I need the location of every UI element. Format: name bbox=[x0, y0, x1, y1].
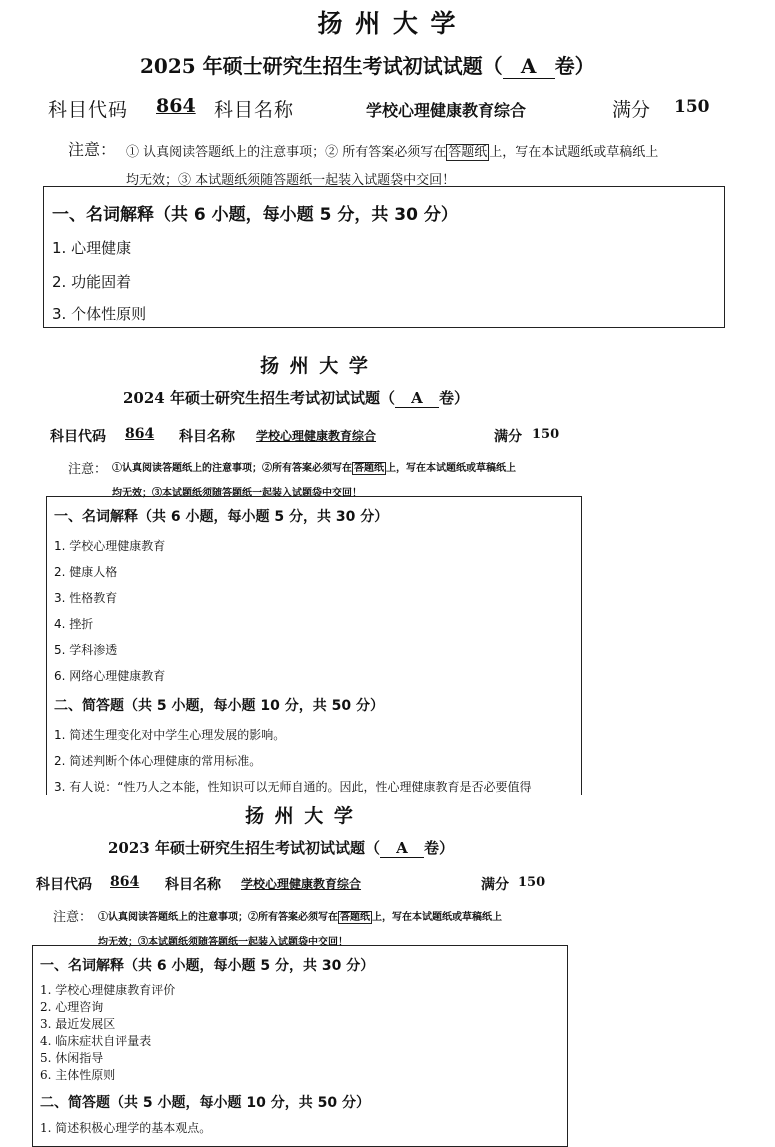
list-item: 2. 功能固着 bbox=[52, 273, 132, 291]
list-item: 2. 健康人格 bbox=[54, 565, 118, 579]
list-item: 5. 休闲指导 bbox=[40, 1051, 104, 1065]
notice-text-a: ①认真阅读答题纸上的注意事项；②所有答案必须写在 bbox=[112, 463, 352, 474]
subject-name: 学校心理健康教育综合 bbox=[241, 877, 362, 891]
list-item: 1. 学校心理健康教育 bbox=[54, 539, 166, 553]
list-item: 3. 有人说：“性乃人之本能，性知识可以无师自通的。因此，性心理健康教育是否必要值得 bbox=[54, 780, 532, 794]
paper-version: A bbox=[380, 839, 424, 858]
subject-code-label: 科目代码 bbox=[50, 429, 106, 445]
subject-name: 学校心理健康教育综合 bbox=[256, 429, 377, 443]
list-item: 2. 心理咨询 bbox=[40, 1000, 104, 1014]
list-item: 1. 简述生理变化对中学生心理发展的影响。 bbox=[54, 728, 286, 742]
answer-sheet-boxed: 答题纸 bbox=[354, 463, 384, 474]
exam-title-prefix: 2023 年硕士研究生招生考试初试试题（ bbox=[108, 839, 380, 857]
exam-2024-section bbox=[0, 345, 720, 795]
notice-label: 注意： bbox=[68, 140, 117, 159]
notice-line-2: 均无效；③ 本试题纸须随答题纸一起装入试题袋中交回！ bbox=[126, 173, 456, 188]
answer-sheet-boxed: 答题纸 bbox=[340, 912, 370, 923]
exam-title-prefix: 2025 年硕士研究生招生考试初试试题（ bbox=[140, 54, 503, 78]
section-2-title: 二、简答题（共 5 小题，每小题 10 分，共 50 分） bbox=[40, 1095, 370, 1111]
list-item: 3. 个体性原则 bbox=[52, 305, 147, 323]
notice-line-2: 均无效；③本试题纸须随答题纸一起装入试题袋中交回！ bbox=[112, 488, 362, 499]
full-score-label: 满分 bbox=[481, 877, 509, 893]
exam-title bbox=[140, 50, 595, 79]
list-item: 1. 心理健康 bbox=[52, 239, 132, 257]
list-item: 1. 学校心理健康教育评价 bbox=[40, 983, 176, 997]
notice-line-1 bbox=[98, 908, 502, 923]
subject-code: 864 bbox=[125, 426, 155, 442]
section-1-title: 一、名词解释（共 6 小题，每小题 5 分，共 30 分） bbox=[52, 205, 458, 225]
exam-title-suffix: 卷） bbox=[438, 389, 469, 407]
full-score-label: 满分 bbox=[612, 99, 651, 121]
notice-line-1 bbox=[126, 141, 658, 160]
notice-text-a: ① 认真阅读答题纸上的注意事项；② 所有答案必须写在 bbox=[126, 145, 447, 160]
notice-label: 注意： bbox=[68, 462, 108, 477]
section-2-title: 二、简答题（共 5 小题，每小题 10 分，共 50 分） bbox=[54, 698, 384, 714]
university-name: 扬 州 大 学 bbox=[260, 355, 370, 377]
list-item: 6. 网络心理健康教育 bbox=[54, 669, 166, 683]
exam-title-prefix: 2024 年硕士研究生招生考试初试试题（ bbox=[123, 389, 395, 407]
list-item: 3. 性格教育 bbox=[54, 591, 118, 605]
exam-title-suffix: 卷） bbox=[554, 54, 595, 78]
paper-version: A bbox=[395, 389, 439, 408]
notice-text-a: ①认真阅读答题纸上的注意事项；②所有答案必须写在 bbox=[98, 912, 338, 923]
full-score-label: 满分 bbox=[494, 429, 522, 445]
list-item: 1. 简述积极心理学的基本观点。 bbox=[40, 1121, 212, 1135]
subject-code-label: 科目代码 bbox=[48, 99, 129, 121]
university-name: 扬 州 大 学 bbox=[245, 805, 355, 827]
notice-label: 注意： bbox=[53, 910, 93, 925]
exam-title bbox=[108, 837, 454, 858]
exam-title bbox=[123, 387, 469, 408]
section-1-title: 一、名词解释（共 6 小题，每小题 5 分，共 30 分） bbox=[54, 509, 389, 525]
list-item: 2. 简述判断个体心理健康的常用标准。 bbox=[54, 754, 262, 768]
subject-name-label: 科目名称 bbox=[179, 429, 235, 445]
subject-code-label: 科目代码 bbox=[36, 877, 92, 893]
subject-name-label: 科目名称 bbox=[214, 99, 295, 121]
exam-2023-section bbox=[0, 795, 720, 1135]
full-score: 150 bbox=[532, 427, 560, 442]
list-item: 4. 临床症状自评量表 bbox=[40, 1034, 152, 1048]
notice-line-2: 均无效；③本试题纸须随答题纸一起装入试题袋中交回！ bbox=[98, 937, 348, 948]
paper-version: A bbox=[503, 54, 555, 79]
subject-name-label: 科目名称 bbox=[165, 877, 221, 893]
university-name: 扬 州 大 学 bbox=[317, 9, 458, 38]
list-item: 4. 挫折 bbox=[54, 617, 94, 631]
answer-sheet-boxed: 答题纸 bbox=[448, 145, 488, 160]
list-item: 3. 最近发展区 bbox=[40, 1017, 116, 1031]
notice-text-b: 上，写在本试题纸或草稿纸上 bbox=[489, 145, 659, 160]
notice-text-b: 上，写在本试题纸或草稿纸上 bbox=[372, 912, 502, 923]
exam-title-suffix: 卷） bbox=[423, 839, 454, 857]
list-item: 5. 学科渗透 bbox=[54, 643, 118, 657]
subject-name: 学校心理健康教育综合 bbox=[366, 101, 527, 120]
notice-text-b: 上，写在本试题纸或草稿纸上 bbox=[386, 463, 516, 474]
full-score: 150 bbox=[674, 97, 710, 117]
subject-code: 864 bbox=[156, 95, 196, 117]
notice-line-1 bbox=[112, 459, 516, 474]
subject-code: 864 bbox=[110, 874, 140, 890]
list-item: 6. 主体性原则 bbox=[40, 1068, 116, 1082]
section-1-title: 一、名词解释（共 6 小题，每小题 5 分，共 30 分） bbox=[40, 958, 375, 974]
exam-2025-section bbox=[0, 0, 720, 323]
full-score: 150 bbox=[518, 875, 546, 890]
